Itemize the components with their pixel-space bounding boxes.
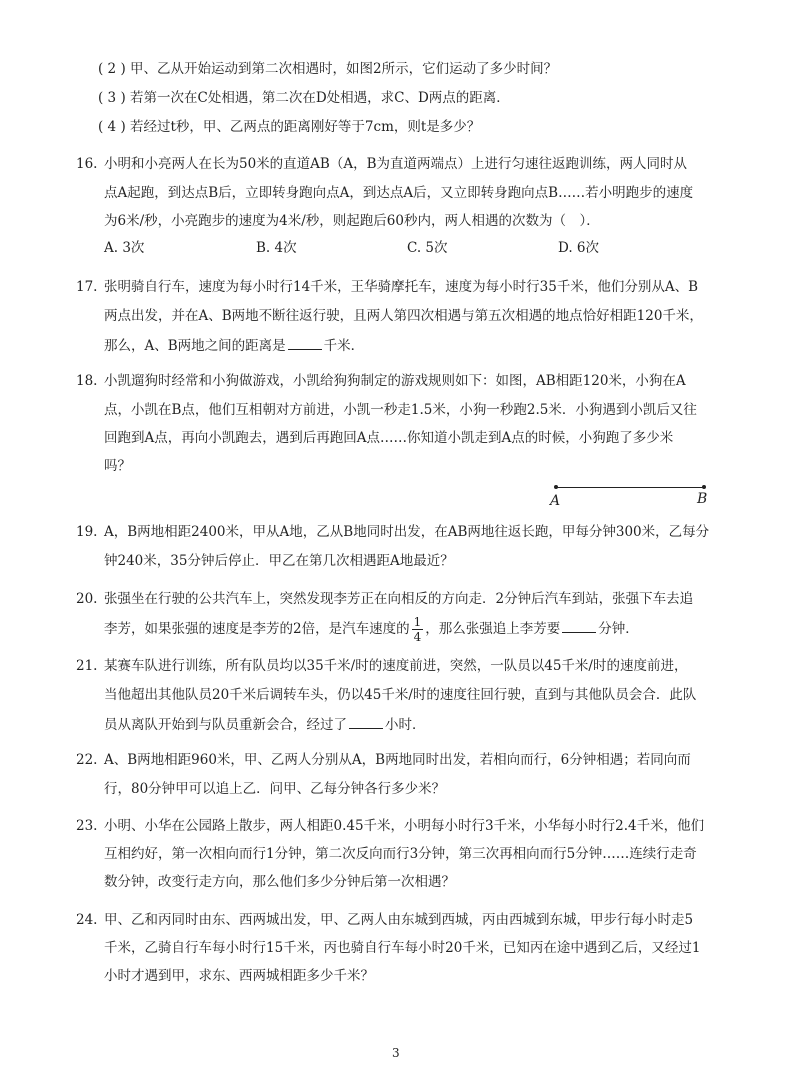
q24-line1: 甲、乙和丙同时由东、西两城出发，甲、乙两人由东城到西城，丙由西城到东城，甲步行每小时走5 [104, 912, 694, 928]
q20-number: 20. [76, 591, 98, 607]
q17-line2: 两点出发，并在A、B两地不断往返行驶，且两人第四次相遇与第五次相遇的地点恰好相距120千米， [104, 308, 703, 324]
q22-line2: 行，80分钟甲可以追上乙．问甲、乙每分钟各行多少米？ [104, 781, 446, 797]
q19-line1: A，B两地相距2400米，甲从A地，乙从B地同时出发，在AB两地往返长跑，甲每分钟300米，乙每分 [104, 524, 710, 540]
q17-line1: 张明骑自行车，速度为每小时行14千米，王华骑摩托车，速度为每小时行35千米，他们分别从A、B [104, 279, 699, 295]
q16-number: 16. [76, 156, 98, 172]
q21-line3 [104, 717, 426, 733]
q18-segment-ab [556, 487, 704, 488]
q16-option-d: D. 6次 [558, 240, 600, 256]
q18-line2: 点，小凯在B点，他们互相朝对方前进，小凯一秒走1.5米，小狗一秒跑2.5米．小狗遇到小凯后又往 [104, 402, 697, 418]
q18-line4: 吗？ [104, 458, 131, 474]
q20-fraction [412, 616, 424, 643]
q17-number: 17. [76, 279, 98, 295]
q17-line3-unit: 千米． [323, 338, 365, 354]
q20-line2-text-a: 李芳，如果张强的速度是李芳的2倍，是汽车速度的 [104, 621, 410, 637]
q15-part3: ( 3 ) 若第一次在C处相遇，第二次在D处相遇，求C、D两点的距离． [98, 90, 510, 106]
q16-line2: 点A起跑，到达点B后，立即转身跑向点A，到达点A后，又立即转身跑向点B……若小明跑步的速度 [104, 185, 694, 201]
q16-option-c: C. 5次 [407, 240, 448, 256]
q22-number: 22. [76, 752, 98, 768]
q21-answer-blank [349, 717, 383, 729]
q23-line1: 小明、小华在公园路上散步，两人相距0.45千米，小明每小时行3千米，小华每小时行2.4千米，他们 [104, 818, 705, 834]
q23-line3: 数分钟，改变行走方向，那么他们多少分钟后第一次相遇？ [104, 874, 455, 890]
q20-answer-blank [562, 621, 596, 633]
q16-option-b: B. 4次 [256, 240, 297, 256]
q18-point-a-dot [554, 485, 558, 489]
q24-line3: 小时才遇到甲，求东、西两城相距多少千米？ [104, 968, 374, 984]
q20-line2 [104, 616, 639, 643]
q20-line2-text-b: ，那么张强追上李芳要 [425, 621, 561, 637]
q18-point-b-dot [702, 485, 706, 489]
q20-line1: 张强坐在行驶的公共汽车上，突然发现李芳正在向相反的方向走．2分钟后汽车到站，张强下车去追 [104, 591, 694, 607]
q15-part4: ( 4 ) 若经过t秒，甲、乙两点的距离刚好等于7cm，则t是多少？ [98, 119, 481, 135]
q18-line1: 小凯遛狗时经常和小狗做游戏，小凯给狗狗制定的游戏规则如下：如图，AB相距120米，小狗在A [104, 373, 686, 389]
q24-line2: 千米，乙骑自行车每小时行15千米，丙也骑自行车每小时20千米，已知丙在途中遇到乙后，又经过1 [104, 940, 701, 956]
q19-line2: 钟240米，35分钟后停止．甲乙在第几次相遇距A地最近？ [104, 553, 454, 569]
page-number: 3 [392, 1046, 400, 1060]
q22-line1: A、B两地相距960米，甲、乙两人分别从A，B两地同时出发，若相向而行，6分钟相遇；若同向而 [104, 752, 691, 768]
q17-answer-blank [288, 338, 322, 350]
q18-number: 18. [76, 373, 98, 389]
q18-point-b-label: B [697, 491, 708, 507]
q23-number: 23. [76, 818, 98, 834]
q24-number: 24. [76, 912, 98, 928]
q21-number: 21. [76, 658, 98, 674]
q18-line3: 回跑到A点，再向小凯跑去，遇到后再跑回A点……你知道小凯走到A点的时候，小狗跑了多少米 [104, 430, 674, 446]
q16-option-a: A. 3次 [104, 240, 145, 256]
q20-line2-unit: 分钟． [598, 621, 639, 637]
q21-line3-text: 员从离队开始到与队员重新会合，经过了 [104, 717, 347, 733]
q20-fraction-denominator: 4 [413, 630, 422, 644]
q17-line3 [104, 338, 364, 354]
q17-line3-text: 那么，A、B两地之间的距离是 [104, 338, 286, 354]
q15-part2: ( 2 ) 甲、乙从开始运动到第二次相遇时，如图2所示，它们运动了多少时间？ [98, 61, 558, 77]
q20-fraction-numerator: 1 [413, 615, 422, 629]
q21-line3-unit: 小时． [385, 717, 426, 733]
q16-line1: 小明和小亮两人在长为50米的直道AB（A，B为直道两端点）上进行匀速往返跑训练，两人同时从 [104, 156, 688, 172]
q23-line2: 互相约好，第一次相向而行1分钟，第二次反向而行3分钟，第三次再相向而行5分钟……连续行走奇 [104, 846, 697, 862]
q21-line1: 某赛车队进行训练，所有队员均以35千米/时的速度前进，突然，一队员以45千米/时的速度前进， [104, 658, 688, 674]
q19-number: 19. [76, 524, 98, 540]
q18-point-a-label: A [550, 493, 561, 509]
q21-line2: 当他超出其他队员20千米后调转车头，仍以45千米/时的速度往回行驶，直到与其他队员会合．此队 [104, 687, 697, 703]
q16-line3: 为6米/秒，小亮跑步的速度为4米/秒，则起跑后60秒内，两人相遇的次数为（ ）． [104, 213, 600, 229]
